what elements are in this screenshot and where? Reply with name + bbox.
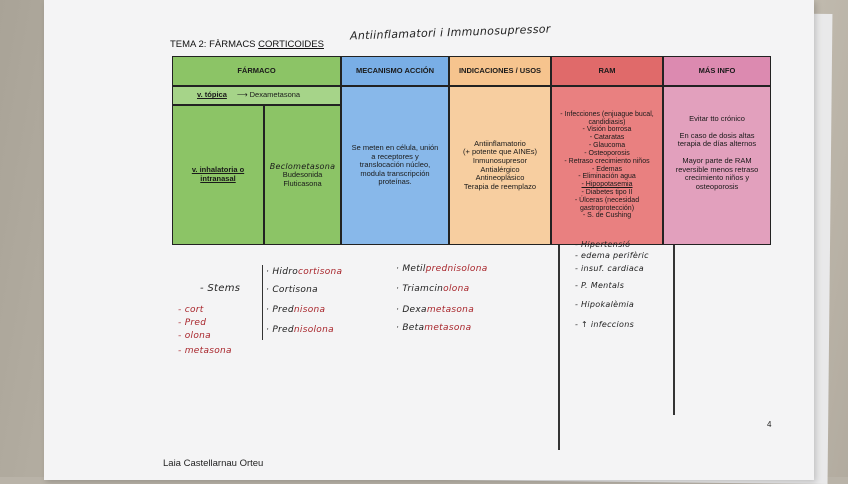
suffix-metasona: - metasona (178, 346, 232, 356)
topica-label: v. tópica (197, 90, 227, 100)
mecanismo-text: Se meten en célula, unión a receptores y translocación núcleo, modula transcripción proteínas. (351, 142, 439, 187)
ram-10: - Diabetes tipo II (581, 188, 633, 196)
ram-extra-3: - insuf. cardiaca (575, 264, 644, 273)
mas-info-1: Evitar tto crónico (689, 114, 745, 123)
note-prednisolona (266, 325, 334, 335)
ram-extra-4: - P. Mentals (575, 281, 625, 290)
header-mecanismo: MECANISMO ACCIÓN (341, 56, 449, 86)
header-ram: RAM (551, 56, 663, 86)
note-beta-black: · Beta (396, 323, 425, 333)
mas-info-cell (663, 86, 771, 245)
suffix-cort: - cort (178, 305, 204, 315)
mecanismo-cell (341, 86, 449, 245)
note-dexametasona (396, 305, 474, 315)
handdrawn-line-right (673, 245, 675, 415)
indicacion-3: Inmunosupresor (472, 155, 528, 165)
note-betametasona (396, 323, 471, 333)
ram-8: - Eliminación agua (578, 173, 636, 181)
author-name: Laia Castellarnau Orteu (163, 458, 264, 469)
note-prednisona-black: · Pred (266, 305, 294, 315)
indicaciones-cell (449, 86, 551, 245)
note-prednisona (266, 305, 325, 315)
page-number: 4 (767, 420, 772, 429)
ram-9: - Hipopotasemia (581, 181, 633, 189)
indicacion-1: Antiinflamatorio (474, 138, 526, 148)
ram-extra-5: - Hipokalèmia (575, 300, 635, 309)
ram-2: - Visión borrosa (582, 126, 632, 134)
topica-drug: Dexametasona (249, 90, 301, 100)
note-dexa-red: metasona (426, 305, 475, 315)
ram-5: - Osteoporosis (584, 149, 630, 157)
note-prednisolona-black: · Pred (266, 325, 294, 335)
handdrawn-line-bracket (262, 265, 263, 340)
indicacion-6: Terapia de reemplazo (463, 181, 537, 191)
handwritten-title: Antiinflamatori i Immunosupressor (349, 22, 551, 43)
note-triamcinolona (396, 284, 469, 294)
farmaco-inhal-label-cell (172, 105, 264, 245)
note-hidro-black: · Hidro (266, 267, 299, 277)
note-cortisona-black: · Cortisona (266, 285, 318, 295)
indicacion-5: Antineoplásico (475, 173, 525, 183)
indicacion-4: Antialérgico (480, 164, 520, 174)
ram-11: - Úlceras (necesidad gastroprotección) (574, 196, 640, 212)
mas-info-3: Mayor parte de RAM reversible menos retraso crecimiento niños y osteoporosis (675, 155, 759, 191)
header-farmaco: FÁRMACO (172, 56, 341, 86)
note-cortisona (266, 285, 318, 295)
farmaco-inhal-drugs-cell (264, 105, 341, 245)
note-prednisona-red: nisona (293, 305, 326, 315)
header-indicaciones: INDICACIONES / USOS (449, 56, 551, 86)
ram-3: - Cataratas (589, 134, 625, 142)
inhal-label: v. inhalatoria o intranasal (191, 165, 245, 183)
handdrawn-line-left (558, 245, 560, 450)
suffix-pred: - Pred (178, 318, 207, 328)
indicacion-2: (+ potente que AINEs) (462, 147, 537, 157)
document-title-prefix: TEMA 2: FÀRMACS (170, 39, 259, 50)
stems-label: - Stems (200, 283, 241, 294)
note-hidro-red: cortisona (298, 267, 343, 277)
ram-extra-6: - ↑ infeccions (575, 320, 635, 329)
document-title (170, 39, 324, 50)
note-hidrocortisona (266, 267, 342, 277)
ram-1: - Infecciones (enjuague bucal, candidiasis) (560, 110, 654, 126)
ram-extra-2: - edema perifèric (575, 251, 649, 260)
inhal-drugs: Budesonida Fluticasona (282, 169, 323, 188)
note-prednisolona-red: nisolona (293, 325, 334, 335)
note-beta-red: metasona (424, 323, 472, 333)
ram-extra-1: - Hipertensió (575, 240, 631, 249)
ram-7: - Edemas (592, 165, 622, 173)
ram-4: - Glaucoma (588, 142, 626, 150)
note-metilprednisolona (396, 264, 488, 274)
header-mas-info: MÁS INFO (663, 56, 771, 86)
ram-6: - Retraso crecimiento niños (564, 157, 650, 165)
farmaco-topica-row (172, 86, 341, 105)
note-triamcin-black: · Triamcin (396, 284, 444, 294)
ram-cell (551, 86, 663, 245)
arrow-icon: ⟶ (236, 90, 248, 100)
note-dexa-black: · Dexa (396, 305, 427, 315)
suffix-olona: - olona (178, 331, 211, 341)
note-metil-red: prednisolona (425, 264, 488, 274)
ram-12: - S. de Cushing (582, 212, 632, 220)
note-triamcin-red: olona (443, 284, 470, 294)
note-metil-black: · Metil (396, 264, 426, 274)
document-title-underlined: CORTICOIDES (258, 39, 324, 50)
handwritten-drug: Beclometasona (269, 161, 336, 171)
mas-info-2: En caso de dosis altas terapia de días alternos (677, 130, 757, 149)
